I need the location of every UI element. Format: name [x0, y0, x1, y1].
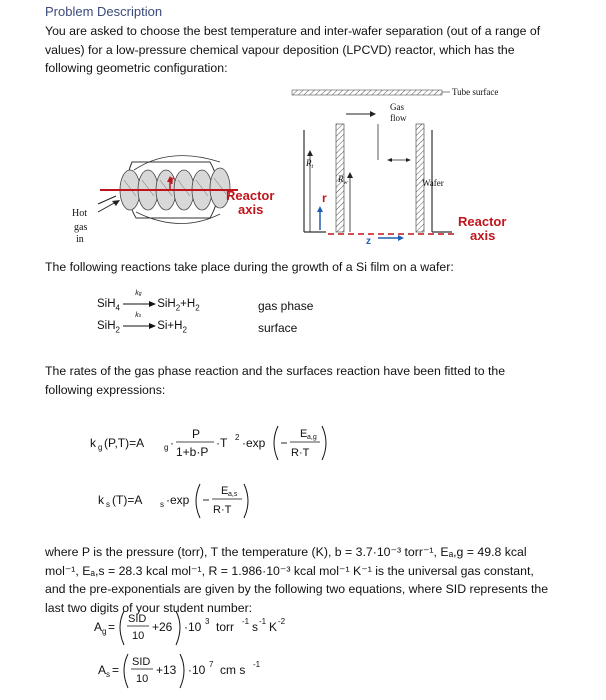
reaction-2-rate-sub: s — [138, 313, 142, 319]
svg-text:·: · — [170, 436, 174, 450]
eq1-args: (P,T)=A — [104, 436, 145, 450]
eq1-e-num: E — [300, 428, 308, 440]
reactor-axis-label-right-2: axis — [470, 228, 496, 243]
eq3-plus: +26 — [152, 620, 173, 634]
eq3-frac-den: 10 — [132, 630, 145, 642]
eq2-args: (T)=A — [112, 493, 143, 507]
reaction-2-rhs-sub: 2 — [182, 325, 187, 335]
eq4-lhs: A — [98, 663, 107, 677]
eq1-den: 1+b·P — [176, 445, 209, 459]
eq4-units: cm s — [220, 663, 246, 677]
reaction-1-rhs-sub: 2 — [175, 303, 181, 313]
eq1-lhs: k — [90, 436, 96, 450]
eq1-e-den: R·T — [291, 447, 310, 459]
reactor-axis-label-left-1: Reactor — [226, 188, 275, 203]
eq2-e-num-sub: a,s — [228, 491, 238, 498]
eq2-exp: ·exp — [166, 493, 190, 507]
definitions-paragraph: where P is the pressure (torr), T the temperature (K), b = 3.7·10⁻³ torr⁻¹, Eₐ,g = 49.8 kcal mol⁻¹, Eₐ,s = 28.3 kcal mol⁻¹, R = 1.986·10⁻³ kcal mol⁻¹ K⁻¹ is the universal gas constant, and the pre-exponentials are given by the following two equations, where SID represents the last two digits of your student number: — [45, 545, 549, 615]
tube-surface-label: Tube surface — [452, 87, 499, 97]
eq3-frac-num: SID — [128, 613, 147, 625]
reaction-1-arrow — [123, 290, 157, 310]
eq3-s: s — [252, 620, 258, 634]
hot-gas-label-1: Hot — [72, 208, 87, 219]
reactor-axis-label-left-2: axis — [238, 202, 264, 217]
rates-intro: The rates of the gas phase reaction and the surfaces reaction have been fitted to the following expressions: — [45, 364, 506, 397]
reaction-1-rate-sub: g — [138, 291, 142, 297]
eq3-tail: ·10 — [184, 620, 202, 634]
reaction-2-arrow — [123, 312, 157, 332]
equation-ag — [92, 607, 332, 649]
reaction-1 — [97, 290, 200, 313]
hot-gas-label-2: gas — [74, 222, 88, 233]
eq4-lhs-sub: s — [106, 670, 110, 679]
cross-section-drawing — [292, 90, 456, 241]
reaction-1-rate: k — [135, 290, 139, 297]
eq3-tail-sup: 3 — [205, 617, 210, 626]
reaction-2-lhs: SiH — [97, 320, 116, 333]
rt-label: $R_t$ — [306, 158, 314, 170]
gas-flow-label-1: Gas — [390, 102, 404, 112]
problem-heading: Problem Description — [45, 4, 163, 19]
gas-flow-label-2: flow — [390, 113, 407, 123]
z-label: z — [366, 236, 371, 247]
reactor-figure — [60, 84, 540, 250]
rw-label: $R_w$ — [338, 174, 348, 186]
eq1-e-num-sub: a,g — [307, 434, 317, 441]
equation-ks — [88, 478, 308, 528]
equation-as — [92, 650, 332, 694]
reaction-1-lhs: SiH — [97, 298, 116, 311]
eq1-lhs-sub: g — [98, 443, 103, 452]
eq4-units-sup: -1 — [253, 660, 261, 669]
eq2-e-num: E — [221, 485, 229, 497]
eq4-tail: ·10 — [188, 663, 206, 677]
eq1-a-sub: g — [164, 443, 169, 452]
reaction-2-phase: surface — [258, 321, 298, 335]
reaction-1-lhs-sub: 4 — [115, 303, 120, 313]
eq4-frac-num: SID — [132, 656, 151, 668]
eq3-s-sup: -1 — [259, 617, 267, 626]
reaction-2 — [97, 312, 187, 335]
reaction-1-rhs2-sub: 2 — [195, 303, 200, 313]
eq4-tail-sup: 7 — [209, 660, 214, 669]
reactor-tube-drawing — [98, 156, 238, 224]
eq1-num: P — [192, 427, 201, 441]
reaction-2-rate: k — [135, 312, 139, 319]
reaction-2-lhs-sub: 2 — [115, 325, 120, 335]
eq1-exp: ·exp — [242, 436, 266, 450]
r-label-right: r — [322, 191, 327, 205]
intro-paragraph: You are asked to choose the best temperature and inter-wafer separation (out of a range of values) for a low-pressure chemical vapour deposition (LPCVD) reactor, which has the following geometric configuration: — [45, 24, 541, 75]
r-label-left: r — [170, 173, 175, 187]
eq3-lhs: A — [94, 620, 103, 634]
reactions-intro: The following reactions take place during the growth of a Si film on a wafer: — [45, 260, 454, 274]
reaction-1-rhs2: +H — [180, 298, 196, 311]
eq2-lhs: k — [98, 493, 104, 507]
reaction-1-phase: gas phase — [258, 299, 314, 313]
eq2-e-den: R·T — [213, 504, 232, 516]
svg-text:=: = — [112, 663, 120, 677]
eq2-lhs-sub: s — [106, 500, 110, 509]
eq3-units: torr — [216, 620, 234, 634]
equation-kg — [88, 418, 408, 468]
eq4-plus: +13 — [156, 663, 177, 677]
svg-text:=: = — [108, 620, 116, 634]
reaction-1-rhs: SiH — [157, 298, 176, 311]
eq3-k-sup: -2 — [278, 617, 286, 626]
eq1-t-part: ·T — [216, 436, 228, 450]
eq1-t-sup: 2 — [235, 433, 240, 442]
reaction-2-rhs: Si+H — [157, 320, 183, 333]
eq3-lhs-sub: g — [102, 627, 107, 636]
eq4-frac-den: 10 — [136, 673, 149, 685]
eq2-a-sub: s — [160, 500, 164, 509]
eq3-k: K — [269, 620, 278, 634]
hot-gas-label-3: in — [76, 234, 84, 245]
eq3-units-sup1: -1 — [242, 617, 250, 626]
wafer-label: Wafer — [422, 178, 444, 188]
reactor-axis-label-right-1: Reactor — [458, 214, 507, 229]
